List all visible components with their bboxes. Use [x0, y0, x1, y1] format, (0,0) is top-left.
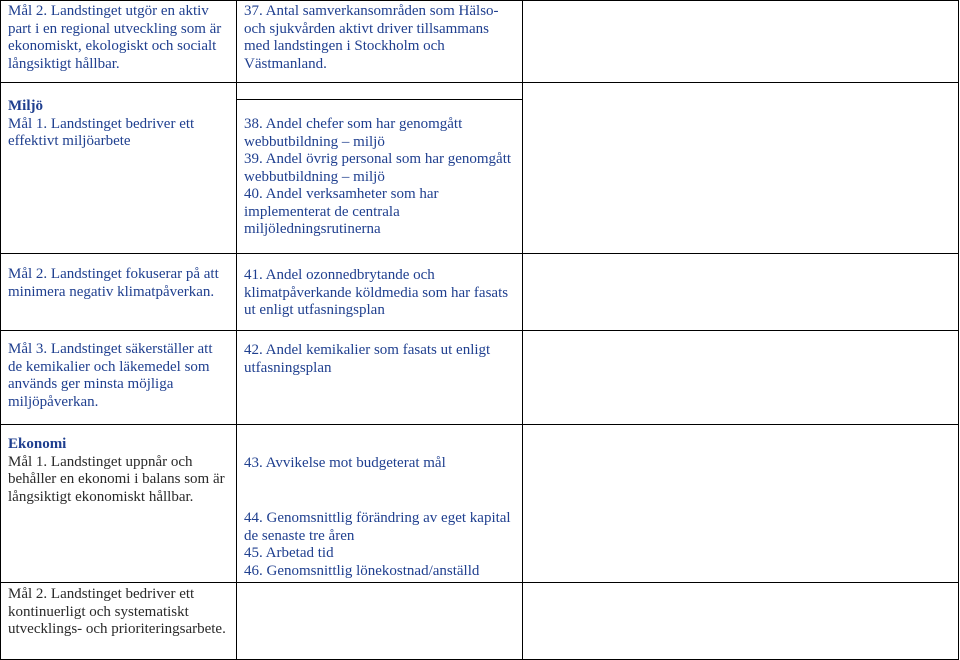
indicator-group-miljo-1: [244, 116, 516, 239]
indicator-text: 41. Andel ozonnedbrytande och klimatpåverkande köldmedia som har fasats ut enligt utfasningsplan: [244, 267, 509, 318]
indicator-text: 42. Andel kemikalier som fasats ut enligt utfasningsplan: [244, 342, 491, 376]
row-divider: [0, 82, 959, 83]
section-heading-miljo: Miljö: [8, 98, 43, 114]
indicator-41: [244, 267, 516, 320]
row-divider: [0, 582, 959, 583]
indicator-39: 39. Andel övrig personal som har genomgått webbutbildning – miljö: [244, 151, 512, 185]
miljo-goal-3: [8, 341, 230, 411]
miljo-section: [8, 98, 230, 151]
indicator-44: 44. Genomsnittlig förändring av eget kapital de senaste tre åren: [244, 510, 511, 544]
indicator-45: 45. Arbetad tid: [244, 545, 334, 561]
row-divider: [0, 330, 959, 331]
row-divider: [0, 0, 959, 1]
ekonomi-section: [8, 436, 230, 506]
goal-text: Mål 2. Landstinget fokuserar på att minimera negativ klimatpåverkan.: [8, 266, 219, 300]
indicator-text: 43. Avvikelse mot budgeterat mål: [244, 455, 446, 471]
goal-text: Mål 3. Landstinget säkerställer att de kemikalier och läkemedel som används ger minsta möjliga miljöpåverkan.: [8, 341, 213, 410]
indicator-40: 40. Andel verksamheter som har implementerat de centrala miljöledningsrutinerna: [244, 186, 439, 237]
row-divider: [0, 424, 959, 425]
goal-text: Mål 1. Landstinget bedriver ett effektivt miljöarbete: [8, 115, 195, 149]
indicator-43: [244, 455, 516, 473]
goal-text: Mål 1. Landstinget uppnår och behåller en ekonomi i balans som är långsiktigt ekonomiskt hållbar.: [8, 453, 225, 505]
indicator-46: 46. Genomsnittlig lönekostnad/anställd: [244, 562, 480, 579]
indicator-37: [244, 3, 516, 73]
row-divider: [0, 253, 959, 254]
indicator-42: [244, 342, 516, 377]
row-divider: [237, 99, 522, 100]
indicator-38: 38. Andel chefer som har genomgått webbutbildning – miljö: [244, 116, 463, 150]
indicator-text: 37. Antal samverkansområden som Hälso- och sjukvården aktivt driver tillsammans med landstingen i Stockholm och Västmanland.: [244, 3, 499, 72]
miljo-goal-2: [8, 266, 230, 301]
section-heading-ekonomi: Ekonomi: [8, 436, 67, 452]
goal-text: Mål 2. Landstinget utgör en aktiv part i en regional utveckling som är ekonomiskt, ekologiskt och socialt långsiktigt hållbar.: [8, 3, 222, 72]
indicator-group-ekonomi: [244, 510, 516, 580]
goal-regional-development: [8, 3, 230, 73]
goal-text: Mål 2. Landstinget bedriver ett kontinuerligt och systematiskt utvecklings- och prioriteringsarbete.: [8, 586, 226, 637]
ekonomi-goal-2: [8, 586, 230, 639]
